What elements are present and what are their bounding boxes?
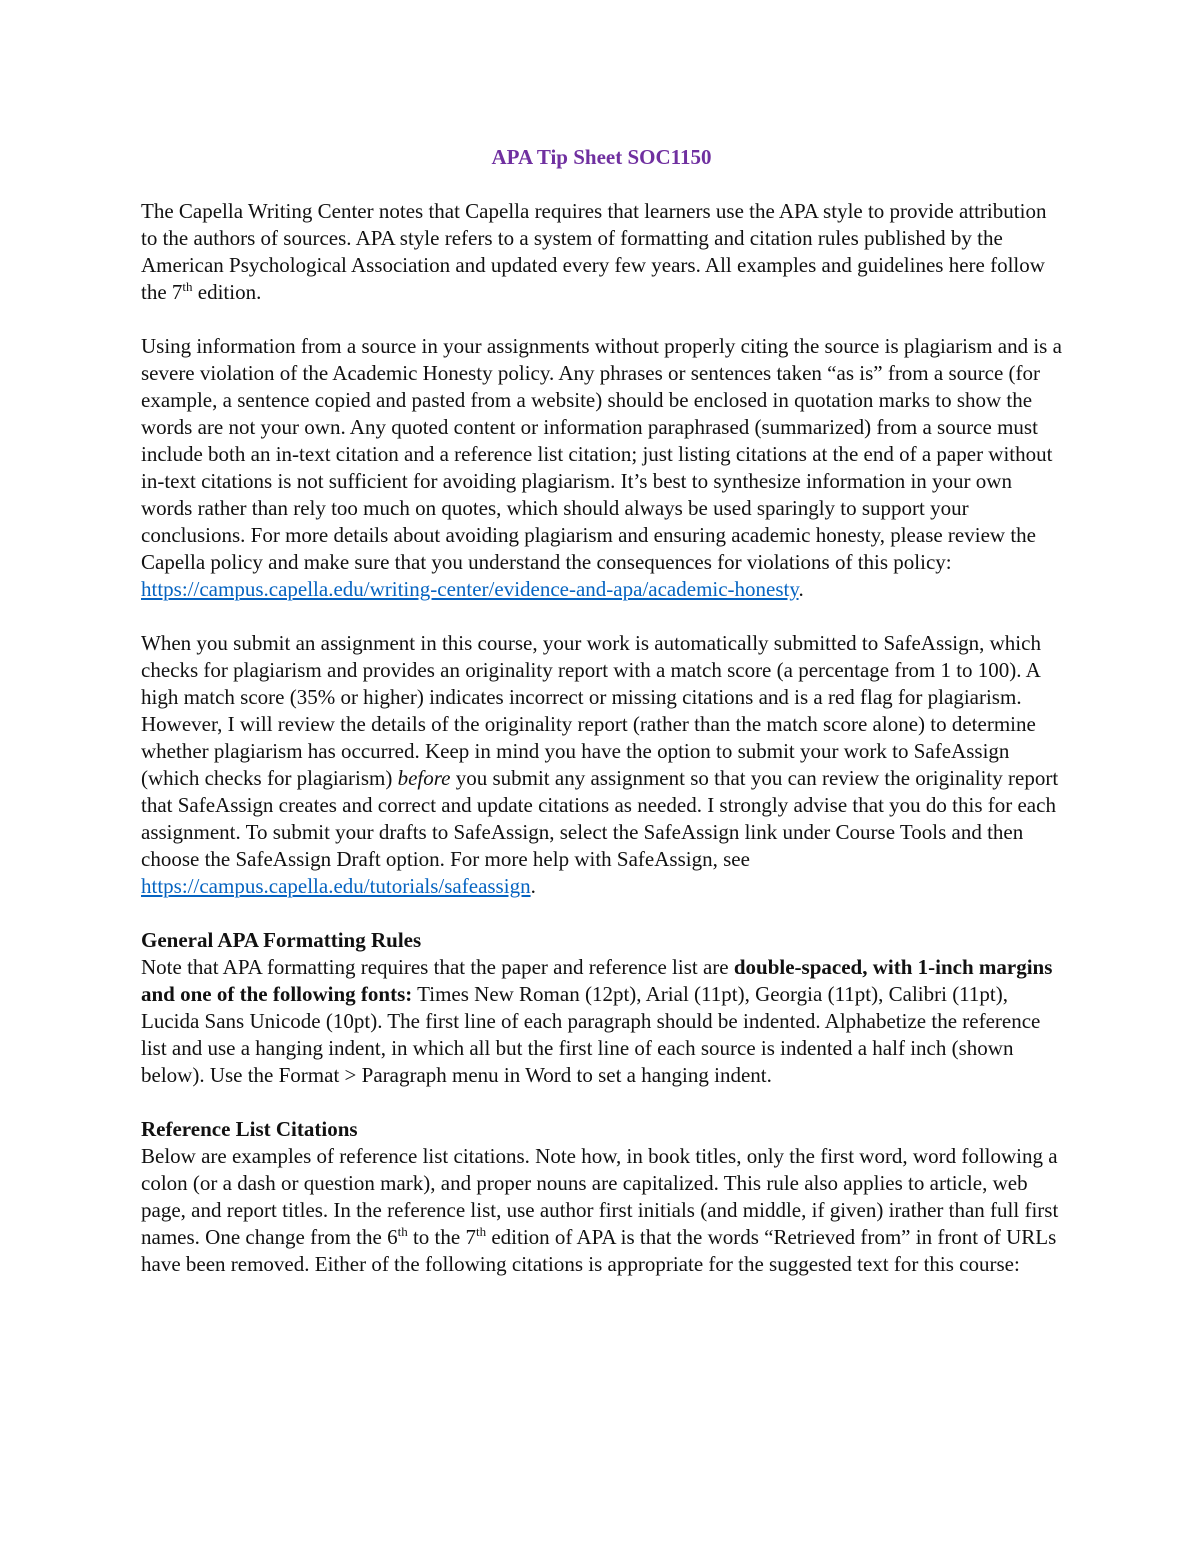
formatting-text-cont: Times New Roman (12pt), Arial (11pt), Georgia (11pt), Calibri (11pt), Lucida Sans Unicode (10pt). The first line of each paragraph should be indented. Alphabetize the reference list and use a hanging indent, in which all but the first line of each source is indented a half inch (shown below). Use the Format > Paragraph menu in Word to set a hanging indent. [141, 982, 1041, 1087]
formatting-heading: General APA Formatting Rules [141, 928, 422, 952]
references-text-mid: to the 7 [407, 1225, 476, 1249]
safeassign-text-cont: you submit any assignment so that you can review the originality report that SafeAssign creates and correct and update citations as needed. I strongly advise that you do this for each assignment. To submit your drafts to SafeAssign, select the SafeAssign link under Course Tools and then choose the SafeAssign Draft option. For more help with SafeAssign, see [141, 766, 1059, 871]
references-heading: Reference List Citations [141, 1117, 358, 1141]
safeassign-text: When you submit an assignment in this course, your work is automatically submitted to SafeAssign, which checks for plagiarism and provides an originality report with a match score (a percentage from 1 to 100). A high match score (35% or higher) indicates incorrect or missing citations and is a red flag for plagiarism. However, I will review the details of the originality report (rather than the match score alone) to determine whether plagiarism has occurred. Keep in mind you have the option to submit your work to SafeAssign (which checks for plagiarism) [141, 631, 1041, 790]
plagiarism-text: Using information from a source in your assignments without properly citing the source is plagiarism and is a severe violation of the Academic Honesty policy. Any phrases or sentences taken “as is” from a source (for example, a sentence copied and pasted from a website) should be enclosed in quotation marks to show the words are not your own. Any quoted content or information paraphrased (summarized) from a source must include both an in-text citation and a reference list citation; just listing citations at the end of a paper without in-text citations is not sufficient for avoiding plagiarism. It’s best to synthesize information in your own words rather than rely too much on quotes, which should always be used sparingly to support your conclusions. For more details about avoiding plagiarism and ensuring academic honesty, please review the Capella policy and make sure that you understand the consequences for violations of this policy: [141, 334, 1062, 574]
safeassign-emphasis: before [397, 766, 451, 790]
safeassign-tail: . [530, 874, 536, 898]
references-superscript-1: th [397, 1224, 408, 1239]
intro-text: The Capella Writing Center notes that Capella requires that learners use the APA style to provide attribution to the authors of sources. APA style refers to a system of formatting and citation rules published by the American Psychological Association and updated every few years. All examples and guidelines here follow the 7 [141, 199, 1047, 304]
references-section [141, 1116, 1062, 1278]
plagiarism-paragraph [141, 333, 1062, 603]
plagiarism-tail: . [798, 577, 804, 601]
references-superscript-2: th [475, 1224, 487, 1239]
safeassign-tutorial-link[interactable]: https://campus.capella.edu/tutorials/safeassign [141, 874, 531, 898]
formatting-text: Note that APA formatting requires that the paper and reference list are [141, 955, 734, 979]
formatting-section [141, 927, 1062, 1089]
intro-text-end: edition. [192, 280, 262, 304]
references-text-end: edition of APA is that the words “Retrieved from” in front of URLs have been removed. Either of the following citations is appropriate for the suggested text for this course: [141, 1225, 1057, 1276]
document-title: APA Tip Sheet SOC1150 [491, 145, 712, 169]
intro-superscript: th [182, 279, 193, 294]
academic-honesty-link[interactable]: https://campus.capella.edu/writing-center/evidence-and-apa/academic-honesty [141, 577, 799, 601]
intro-paragraph [141, 198, 1062, 306]
references-text: Below are examples of reference list citations. Note how, in book titles, only the first word, word following a colon (or a dash or question mark), and proper nouns are capitalized. This rule also applies to article, web page, and report titles. In the reference list, use author first initials (and middle, if given) irather than full first names. One change from the 6 [141, 1144, 1059, 1249]
formatting-bold-text: double-spaced, with 1-inch margins and one of the following fonts: [141, 955, 1053, 1006]
safeassign-paragraph [141, 630, 1062, 900]
